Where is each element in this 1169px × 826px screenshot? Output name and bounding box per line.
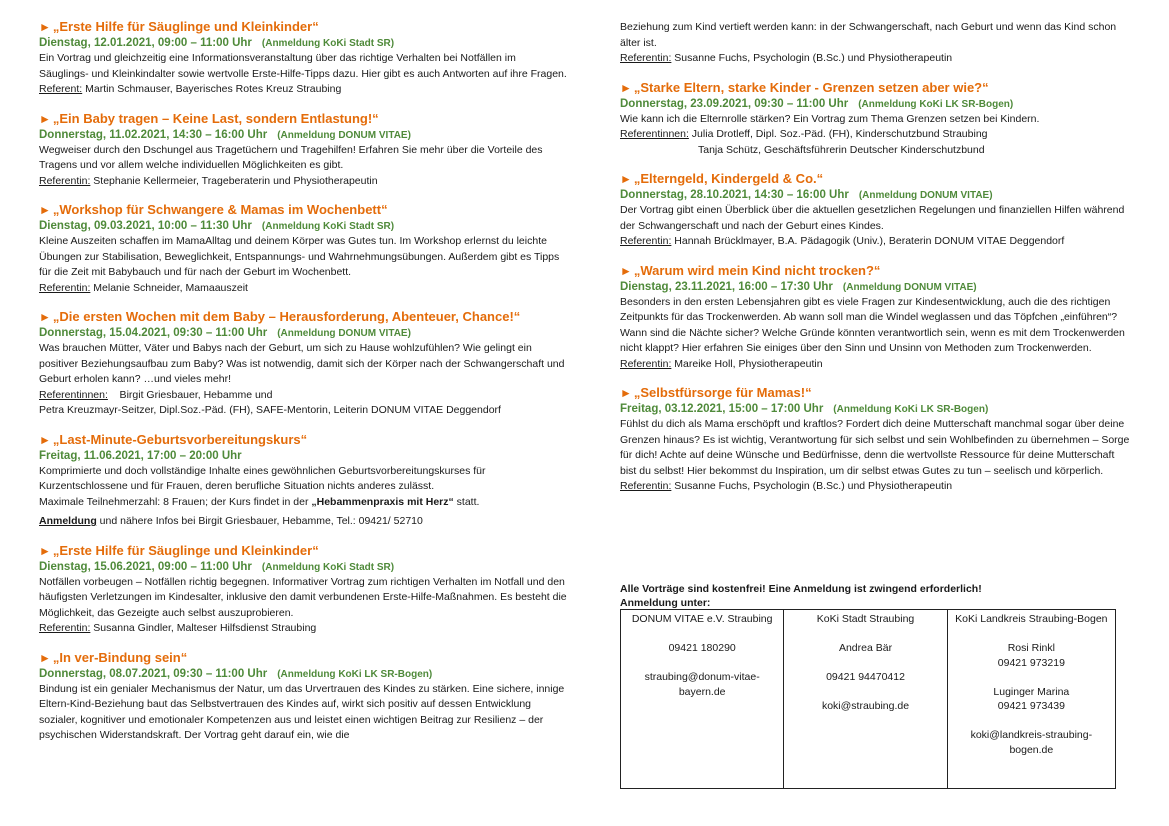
event-trocken: [620, 262, 1132, 373]
event-date: Donnerstag, 28.10.2021, 14:30 – 16:00 Uhr (Anmeldung DONUM VITAE): [620, 189, 993, 201]
event-description: Bindung ist ein genialer Mechanismus der Natur, um das Urvertrauen des Kindes zu stärken. Eine sichere, innige Eltern-Kind-Beziehung baut das Selbstvertrauen des Kindes auf, wirkt sich positiv auf dessen Entwicklung sozialer, kognitiver und emotionaler Kompetenzen aus und leistet einen wichtigen Beitrag zur Resilienz – der psychischen Widerstandskraft. Der Vortrag geht darauf ein, wie die: [39, 682, 565, 741]
event-title: ► „Last-Minute-Geburtsvorbereitungskurs“: [39, 431, 308, 447]
play-arrow-icon: ►: [620, 386, 632, 400]
event-title: ► „Selbstfürsorge für Mamas!“: [620, 385, 812, 400]
event-selbstfuersorge: [620, 384, 1132, 495]
event-title: ► „Starke Eltern, starke Kinder - Grenzen setzen aber wie?“: [620, 79, 989, 95]
event-speaker: Referentin: Susanne Fuchs, Psychologin (B.Sc.) und Physiotherapeutin: [620, 480, 953, 492]
event-description: Fühlst du dich als Mama erschöpft und kraftlos? Fordert dich deine Mutterschaft manchmal sogar über deine Grenzen hinaus? Es ist wichtig, Verantwortung für sich selbst und sein Wohlbefinden zu übernehmen – Sorge für dich! Achte auf deine Wünsche und Bedürfnisse, denn die wertvollste Ressource für deine Mutterschaft bist du selbst! Hier bekommst du Inspiration, um dir selbst etwas Gutes zu tun – seelisch und körperlich.: [620, 418, 1130, 477]
event-registration: (Anmeldung KoKi LK SR-Bogen): [277, 668, 433, 680]
event-registration: (Anmeldung KoKi Stadt SR): [261, 561, 395, 573]
event-title: ► „Elterngeld, Kindergeld & Co.“: [620, 171, 824, 186]
event-title: ► „Erste Hilfe für Säuglinge und Kleinkinder“: [39, 19, 319, 34]
event-date: Donnerstag, 11.02.2021, 14:30 – 16:00 Uhr (Anmeldung DONUM VITAE): [39, 128, 411, 141]
event-erste-wochen: [39, 308, 567, 419]
event-description: Komprimierte und doch vollständige Inhalte eines gewöhnlichen Geburtsvorbereitungskurses für Kurzentschlossene und für Frauen, deren berufliche Situation nichts anderes zulässt.: [39, 464, 486, 492]
event-date: Dienstag, 15.06.2021, 09:00 – 11:00 Uhr (Anmeldung KoKi Stadt SR): [39, 560, 395, 573]
contact-name: KoKi Stadt Straubing: [816, 613, 915, 625]
event-title: ► „Die ersten Wochen mit dem Baby – Herausforderung, Abenteuer, Chance!“: [39, 309, 521, 324]
event-date: Dienstag, 12.01.2021, 09:00 – 11:00 Uhr (Anmeldung KoKi Stadt SR): [39, 37, 395, 49]
contact-donum-vitae: [621, 610, 784, 789]
contact-phone: 09421 94470412: [826, 671, 905, 683]
event-date: Freitag, 03.12.2021, 15:00 – 17:00 Uhr (Anmeldung KoKi LK SR-Bogen): [620, 403, 989, 415]
event-speaker: Referent: Martin Schmauser, Bayerisches Rotes Kreuz Straubing: [39, 83, 342, 95]
contact-phone: 09421 973219: [997, 656, 1065, 669]
event-description: Wegweiser durch den Dschungel aus Tragetüchern und Tragehilfen! Erfahren Sie mehr über die Vorteile des Tragens und vor allem welche individuellen Möglichkeiten es gibt.: [39, 143, 543, 171]
play-arrow-icon: ►: [39, 432, 51, 447]
event-title: ► „In ver-Bindung sein“: [39, 649, 188, 665]
event-registration: (Anmeldung DONUM VITAE): [858, 190, 993, 201]
event-description: Notfällen vorbeugen – Notfällen richtig begegnen. Informativer Vortrag zum richtigen Verhalten im Notfall und den häufigsten Verletzungen im Kindesalter, inklusive den damit verbundenen Erste-Hilfe-Maßnahmen. Es besteht die Möglichkeit, das Gezeigte auch selbst auszuprobieren.: [39, 575, 567, 619]
contact-name: KoKi Landkreis Straubing-Bogen: [955, 613, 1108, 625]
play-arrow-icon: ►: [39, 203, 51, 217]
event-description: Ein Vortrag und gleichzeitig eine Informationsveranstaltung über das richtige Verhalten bei Notfällen im Säuglings- und Kleinkindalter sowie wertvolle Erste-Hilfe-Tipps dazu. Hier gibt es auch Antworten auf ihre Fragen.: [39, 52, 567, 80]
event-registration: (Anmeldung DONUM VITAE): [277, 328, 411, 339]
left-column: [39, 18, 567, 756]
event-speaker: Referentin: Melanie Schneider, Mamaauszeit: [39, 281, 248, 294]
event-registration: (Anmeldung DONUM VITAE): [277, 129, 411, 141]
play-arrow-icon: ►: [39, 310, 51, 324]
event-speaker: Referentin: Stephanie Kellermeier, Trageberaterin und Physiotherapeutin: [39, 174, 378, 187]
right-column: [620, 20, 1132, 507]
event-workshop: [39, 201, 567, 296]
contact-person: Andrea Bär: [838, 642, 893, 654]
play-arrow-icon: ►: [39, 650, 51, 665]
play-arrow-icon: ►: [39, 111, 51, 126]
event-description: Kleine Auszeiten schaffen im MamaAlltag und deinem Körper was Gutes tun. Im Workshop erlernst du leichte Übungen zur Stabilisation, Beweglichkeit, Entspannungs- und Wahrnehmungsübungen. Außerdem gibt es Tipps für die Zeit mit Babybauch und für nach der Geburt im Wochenbett.: [39, 235, 560, 278]
event-last-minute: [39, 431, 567, 511]
event-title: ► „Warum wird mein Kind nicht trocken?“: [620, 262, 881, 278]
footer-heading: Alle Vorträge sind kostenfrei! Eine Anmeldung ist zwingend erforderlich! Anmeldung unter:: [620, 583, 982, 609]
event-baby-tragen: [39, 110, 567, 190]
event-registration: (Anmeldung KoKi Stadt SR): [261, 221, 395, 232]
event-speaker: Referentinnen: Julia Drotleff, Dipl. Soz.-Päd. (FH), Kinderschutzbund Straubing: [620, 128, 988, 140]
event-bindung: [39, 649, 567, 744]
contact-table: [620, 609, 1116, 789]
contact-email: straubing@donum-vitae-bayern.de: [644, 671, 760, 698]
contact-person: Rosi Rinkl: [1007, 642, 1055, 654]
event-date: Donnerstag, 23.09.2021, 09:30 – 11:00 Uhr (Anmeldung KoKi LK SR-Bogen): [620, 97, 1014, 110]
event-registration: (Anmeldung KoKi LK SR-Bogen): [833, 404, 989, 415]
event-speaker: Referentinnen: Birgit Griesbauer, Hebamme und: [39, 388, 273, 401]
contact-email: koki@landkreis-straubing-bogen.de: [970, 729, 1093, 756]
event-date: Dienstag, 23.11.2021, 16:00 – 17:30 Uhr (Anmeldung DONUM VITAE): [620, 280, 977, 293]
play-arrow-icon: ►: [620, 263, 632, 278]
play-arrow-icon: ►: [620, 172, 632, 186]
event-speaker-2: Tanja Schütz, Geschäftsführerin Deutscher Kinderschutzbund: [698, 143, 985, 156]
event-date: Donnerstag, 15.04.2021, 09:30 – 11:00 Uhr (Anmeldung DONUM VITAE): [39, 327, 411, 339]
event-speaker-2: Petra Kreuzmayr-Seitzer, Dipl.Soz.-Päd. (FH), SAFE-Mentorin, Leiterin DONUM VITAE Deggendorf: [39, 404, 501, 416]
contact-name: DONUM VITAE e.V. Straubing: [631, 613, 773, 625]
event-speaker: Referentin: Susanne Fuchs, Psychologin (B.Sc.) und Physiotherapeutin: [620, 52, 953, 64]
contact-koki-landkreis: [947, 610, 1115, 789]
event-bindung-continued: [620, 20, 1132, 67]
play-arrow-icon: ►: [620, 80, 632, 95]
event-description: Der Vortrag gibt einen Überblick über die aktuellen gesetzlichen Regelungen und finanziellen Hilfen während der Schwangerschaft und nach der Geburt eines Kindes.: [620, 204, 1125, 232]
contact-row: [621, 610, 1116, 789]
event-starke-eltern: [620, 79, 1132, 159]
event-capacity: Maximale Teilnehmerzahl: 8 Frauen; der Kurs findet in der „Hebammenpraxis mit Herz“ statt.: [39, 495, 480, 508]
play-arrow-icon: ►: [39, 543, 51, 558]
contact-phone-2: 09421 973439: [997, 700, 1065, 712]
event-date: Dienstag, 09.03.2021, 10:00 – 11:30 Uhr (Anmeldung KoKi Stadt SR): [39, 220, 395, 232]
event-registration: (Anmeldung KoKi Stadt SR): [261, 38, 395, 49]
contact-koki-stadt: [784, 610, 947, 789]
event-date: Donnerstag, 08.07.2021, 09:30 – 11:00 Uhr (Anmeldung KoKi LK SR-Bogen): [39, 667, 433, 680]
contact-person-2: Luginger Marina: [993, 685, 1070, 698]
event-erste-hilfe-1: [39, 18, 567, 98]
event-erste-hilfe-2: [39, 542, 567, 637]
contact-phone: 09421 180290: [668, 642, 736, 654]
event-speaker: Referentin: Mareike Holl, Physiotherapeutin: [620, 357, 823, 370]
event-description: Besonders in den ersten Lebensjahren gibt es viele Fragen zur Kindesentwicklung, auch die des richtigen Zeitpunkts für das Trockenwerden. Ab wann soll man die Windel weglassen und das Töpfchen „einführen“? Wann sind die Nächte sicher? Welche Gründe könnten verantwortlich sein, wenn es mit dem Trockenwerden nicht klappt? Hier erfahren Sie einiges über den Sinn und Unsinn von Methoden zum Trockenwerden.: [620, 295, 1125, 354]
event-title: ► „Erste Hilfe für Säuglinge und Kleinkinder“: [39, 542, 319, 558]
contact-email: koki@straubing.de: [821, 700, 910, 712]
registration-note: Anmeldung und nähere Infos bei Birgit Griesbauer, Hebamme, Tel.: 09421/ 52710: [39, 515, 423, 527]
event-registration: (Anmeldung DONUM VITAE): [842, 281, 977, 293]
event-description: Wie kann ich die Elternrolle stärken? Ein Vortrag zum Thema Grenzen setzen bei Kindern.: [620, 112, 1040, 125]
event-speaker: Referentin: Susanna Gindler, Malteser Hilfsdienst Straubing: [39, 622, 317, 634]
event-description: Was brauchen Mütter, Väter und Babys nach der Geburt, um sich zu Hause wohlzufühlen? Wie gelingt ein positiver Beziehungsaufbau zum Baby? Was ist notwendig, damit sich der Körper nach der Schwangerschaft und Geburt erholen kann? …und vieles mehr!: [39, 342, 565, 385]
event-speaker: Referentin: Hannah Brücklmayer, B.A. Pädagogik (Univ.), Beraterin DONUM VITAE Deggendorf: [620, 235, 1065, 247]
event-registration: (Anmeldung KoKi LK SR-Bogen): [858, 98, 1014, 110]
event-title: ► „Workshop für Schwangere & Mamas im Wochenbett“: [39, 202, 388, 217]
event-description: Beziehung zum Kind vertieft werden kann: in der Schwangerschaft, nach Geburt und wenn das Kind schon älter ist.: [620, 21, 1117, 49]
play-arrow-icon: ►: [39, 20, 51, 34]
event-title: ► „Ein Baby tragen – Keine Last, sondern Entlastung!“: [39, 110, 379, 126]
event-date: Freitag, 11.06.2021, 17:00 – 20:00 Uhr: [39, 449, 242, 462]
event-elterngeld: [620, 170, 1132, 250]
